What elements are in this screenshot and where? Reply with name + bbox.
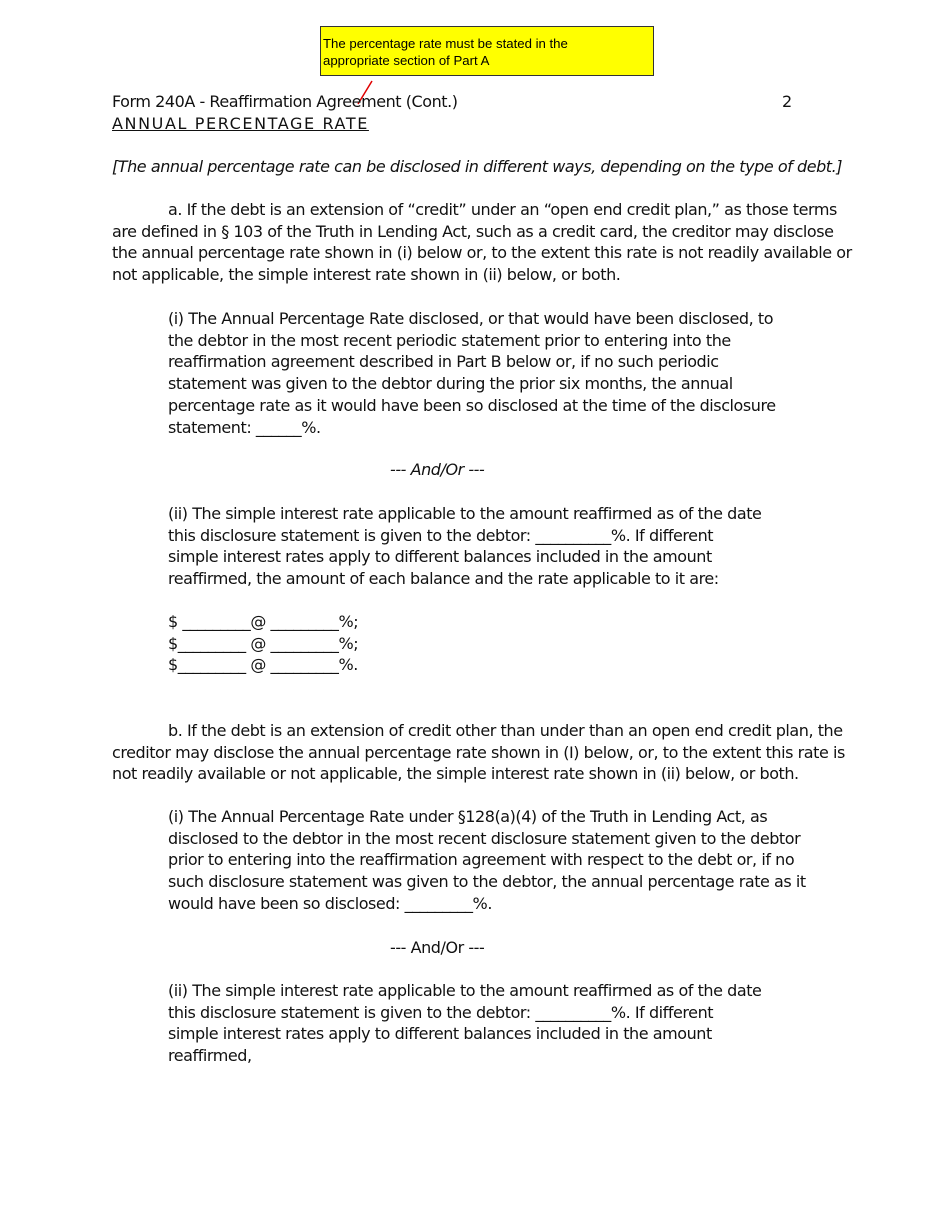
item-line: reaffirmed, the amount of each balance and the rate applicable to it are:: [168, 569, 719, 589]
paragraph-line: not applicable, the simple interest rate shown in (ii) below, or both.: [112, 265, 621, 285]
item-line: statement was given to the debtor during the prior six months, the annual: [168, 374, 733, 394]
item-line: reaffirmed,: [168, 1046, 252, 1066]
section-heading: ANNUAL PERCENTAGE RATE: [112, 114, 369, 133]
part-b-item-ii: [168, 980, 761, 1067]
paragraph-line: are defined in § 103 of the Truth in Lending Act, such as a credit card, the creditor may disclose: [112, 221, 834, 241]
paragraph-line: creditor may disclose the annual percentage rate shown in (I) below, or, to the extent this rate is: [112, 742, 845, 762]
item-line: reaffirmation agreement described in Part B below or, if no such periodic: [168, 352, 719, 372]
paragraph-line: b. If the debt is an extension of credit other than under than an open end credit plan, the: [168, 721, 843, 740]
page-number: 2: [782, 92, 792, 111]
paragraph-line: not readily available or not applicable, the simple interest rate shown in (ii) below, or both.: [112, 764, 799, 784]
part-a-item-i: [168, 308, 776, 438]
item-line: simple interest rates apply to different balances included in the amount: [168, 1024, 712, 1044]
annotation-note[interactable]: [320, 26, 654, 76]
paragraph-line: the annual percentage rate shown in (i) below or, to the extent this rate is not readily available or: [112, 243, 852, 263]
item-line: percentage rate as it would have been so disclosed at the time of the disclosure: [168, 395, 776, 415]
item-line: such disclosure statement was given to the debtor, the annual percentage rate as it: [168, 872, 806, 892]
item-line: prior to entering into the reaffirmation agreement with respect to the debt or, if no: [168, 850, 795, 870]
item-line: (ii) The simple interest rate applicable to the amount reaffirmed as of the date: [168, 504, 762, 523]
balance-rate-line: $_________ @ _________%.: [168, 655, 358, 675]
apr-blank-line: would have been so disclosed: _________%.: [168, 893, 492, 913]
item-line: (ii) The simple interest rate applicable to the amount reaffirmed as of the date: [168, 981, 762, 1000]
item-line: (i) The Annual Percentage Rate disclosed, or that would have been disclosed, to: [168, 309, 774, 328]
balance-rate-line: $_________ @ _________%;: [168, 633, 359, 653]
annotation-note-line: appropriate section of Part A: [323, 53, 490, 68]
item-line: this disclosure statement is given to the debtor: __________%. If different: [168, 1002, 714, 1022]
item-line: disclosed to the debtor in the most recent disclosure statement given to the debtor: [168, 828, 801, 848]
item-line: the debtor in the most recent periodic statement prior to entering into the: [168, 330, 731, 350]
annotation-note-line: The percentage rate must be stated in the: [323, 36, 568, 51]
form-title: Form 240A - Reaffirmation Agreement (Cont.): [112, 92, 458, 111]
part-a-item-ii: [168, 503, 761, 590]
and-or-separator: --- And/Or ---: [390, 460, 485, 479]
balance-rate-list: [168, 611, 358, 676]
part-b-paragraph: [112, 720, 845, 785]
intro-note: [The annual percentage rate can be disclosed in different ways, depending on the type of debt.]: [112, 157, 843, 176]
balance-rate-line: $ _________@ _________%;: [168, 612, 359, 631]
part-b-item-i: [168, 806, 806, 915]
item-line: simple interest rates apply to different balances included in the amount: [168, 547, 712, 567]
and-or-separator: --- And/Or ---: [390, 938, 485, 957]
item-line: (i) The Annual Percentage Rate under §128(a)(4) of the Truth in Lending Act, as: [168, 807, 768, 826]
apr-blank-line: statement: ______%.: [168, 417, 321, 437]
part-a-paragraph: [112, 199, 852, 286]
item-line: this disclosure statement is given to the debtor: __________%. If different: [168, 525, 714, 545]
paragraph-line: a. If the debt is an extension of “credit” under an “open end credit plan,” as those terms: [168, 200, 837, 219]
